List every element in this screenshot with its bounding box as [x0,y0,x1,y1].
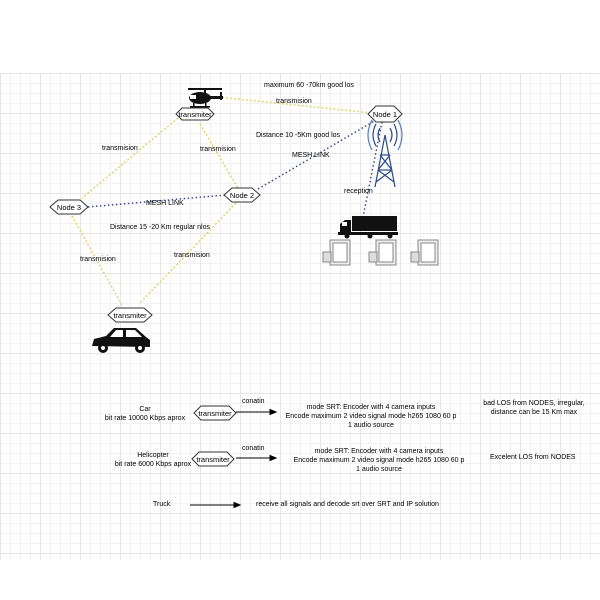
legend-car-note-1: bad LOS from NODES, irregular, [483,400,585,407]
legend-heli-desc-2: Encode maximum 2 video signal mode h265 1080 60 p [293,456,465,464]
link-label-node1-truck: reception [344,188,373,195]
legend-car-conatin: conatin [242,398,265,405]
legend-heli-bitrate: bit rate 6000 Kbps aprox [114,460,192,468]
heli-transmiter-label: transmiter [178,110,212,119]
link-label-node2-node1: MESH LINK [292,152,330,159]
mid-distance-note: Distance 10 -5Km good los [256,132,341,139]
decoder-monitor-icon [369,240,396,265]
truck-icon [338,216,398,239]
helicopter-icon [188,88,223,108]
legend-car-block [100,406,190,424]
legend-car-desc-3: 1 audio source [348,421,394,429]
legend-car-note [476,400,592,418]
legend-heli-desc-3: 1 audio source [356,465,402,473]
legend-heli-desc [290,448,468,474]
top-distance-note: maximum 60 -70km good los [264,82,354,89]
car-transmiter-label: transmiter [113,311,147,320]
legend-heli-transmiter-label: transmiter [196,455,230,464]
legend-heli-block [112,452,194,470]
link-label-heli-node1: transmision [276,98,312,105]
low-distance-note: Distance 15 -20 Km regular nlos [110,224,210,231]
legend-car-desc [276,404,466,430]
legend-truck-desc: receive all signals and decode srt over SRT and IP solution [256,501,439,508]
link-label-node3-node2: MESH LINK [146,200,184,207]
link-heli-node3 [82,118,178,198]
legend-heli-conatin: conatin [242,445,265,452]
legend-heli-note: Excelent LOS from NODES [490,454,576,461]
link-node1-truck [362,122,382,222]
legend-car-note-2: distance can be 15 Km max [490,408,578,416]
decoder-monitor-icon [411,240,438,265]
link-label-heli-node3: transmision [102,145,138,152]
legend-car-title: Car [139,406,151,413]
node3-label: Node 3 [56,203,82,212]
antenna-tower-icon [368,120,402,187]
legend-truck-title: Truck [153,501,171,508]
link-label-node3-car: transmision [80,256,116,263]
legend-car-desc-2: Encode maximum 2 video signal mode h265 1080 60 p [285,412,457,420]
node2-label: Node 2 [229,191,255,200]
link-heli-node2 [200,124,238,188]
decoder-monitor-icon [323,240,350,265]
link-label-node2-car: transmision [174,252,210,259]
legend-car-desc-1: mode SRT: Encoder with 4 camera inputs [306,404,436,411]
legend-heli-desc-1: mode SRT: Encoder with 4 camera inputs [314,448,444,455]
node1-label: Node 1 [372,110,398,119]
legend-car-bitrate: bit rate 10000 Kbps aprox [104,414,186,422]
link-label-heli-node2: transmision [200,146,236,153]
legend-car-transmiter-label: transmiter [198,409,232,418]
legend-heli-title: Helicopter [137,452,169,459]
car-icon [92,328,150,353]
